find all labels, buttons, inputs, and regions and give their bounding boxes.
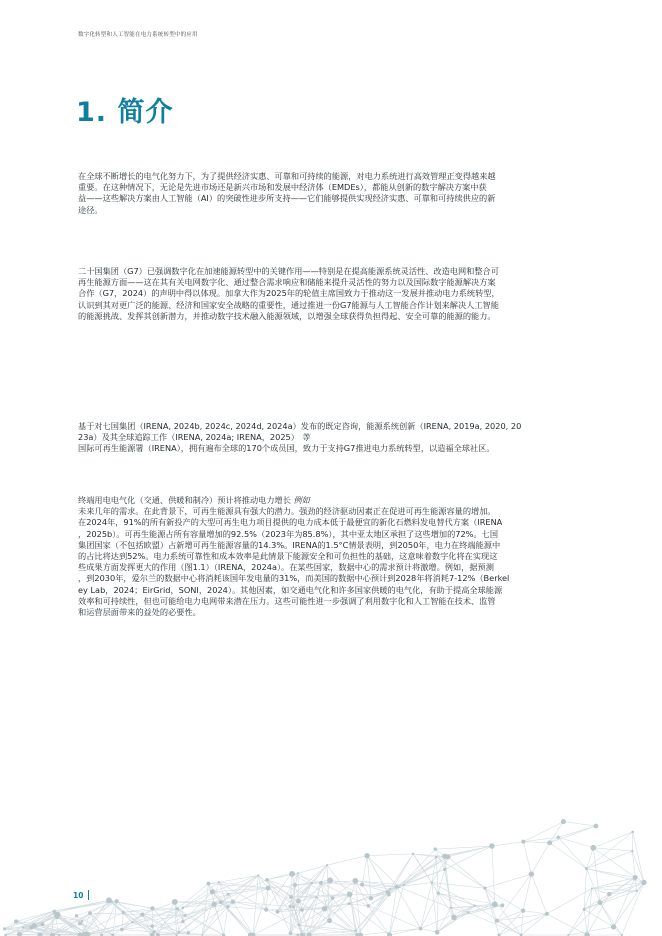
network-node	[289, 905, 292, 908]
network-node	[545, 912, 549, 916]
network-node	[181, 906, 184, 909]
network-node	[419, 927, 423, 931]
network-node	[594, 824, 599, 829]
network-node	[227, 893, 230, 896]
network-node	[367, 904, 371, 908]
network-node	[150, 924, 154, 928]
network-node	[131, 921, 133, 923]
network-link	[600, 903, 622, 935]
network-link	[420, 883, 431, 929]
network-node	[483, 887, 486, 890]
network-link	[550, 826, 596, 843]
network-link	[523, 842, 531, 874]
network-link	[523, 911, 547, 914]
network-node	[265, 878, 268, 881]
network-link	[558, 837, 586, 868]
paragraph-electrification	[78, 495, 588, 618]
network-node	[298, 924, 301, 927]
network-link	[253, 910, 302, 935]
network-node	[266, 886, 271, 891]
network-link	[586, 869, 635, 878]
network-node	[226, 905, 229, 908]
network-link	[397, 887, 421, 929]
network-link	[445, 846, 492, 869]
network-node	[500, 903, 504, 907]
network-node	[611, 924, 616, 929]
network-node	[14, 919, 18, 923]
running-header: 数字化转型和人工智能在电力系统转型中的应用	[78, 32, 198, 38]
paragraph-intro: 在全球不断增长的电气化努力下，为了提供经济实惠、可靠和可持续的能源，对电力系统进行高效管理正变得越来越 重要。在这种情况下，无论是先进市场还是新兴市场和发展中经济体（EMDEs），都能从创新的数字解决方案中获 益——这些解决方案由人工智能（AI）的突破性进步所支持——它们能够提供实现经济实惠、可靠和可持续供应的新 途径。	[78, 171, 496, 215]
network-lines	[5, 822, 644, 935]
network-node	[354, 929, 356, 931]
network-node	[585, 867, 588, 870]
network-node	[435, 930, 440, 935]
network-node	[467, 911, 470, 914]
network-node	[319, 881, 323, 885]
network-node	[492, 901, 498, 907]
network-link	[600, 903, 614, 927]
network-node	[473, 904, 475, 906]
network-node	[633, 875, 638, 880]
network-link	[563, 822, 596, 826]
network-link	[568, 909, 584, 935]
network-node	[176, 907, 179, 910]
network-node	[557, 836, 560, 839]
network-node	[297, 872, 299, 874]
network-node	[153, 930, 156, 933]
network-node	[218, 881, 220, 883]
network-node	[289, 931, 293, 935]
paragraph-irena-italic: 等	[298, 432, 310, 443]
network-link	[420, 893, 438, 928]
network-link	[547, 914, 587, 935]
network-link	[355, 881, 360, 935]
network-node	[78, 922, 82, 926]
page-number-divider	[88, 890, 89, 900]
network-node	[122, 911, 125, 914]
network-node	[276, 910, 280, 914]
network-node	[150, 906, 154, 910]
network-node	[431, 881, 433, 883]
network-link	[152, 908, 177, 909]
network-node	[435, 856, 438, 859]
network-link	[531, 843, 549, 874]
paragraph-irena-tail: 国际可再生能源署（IRENA），拥有遍布全球的170个成员国，致力于支持G7推进电力系统转型，以造福全球社区。	[78, 443, 495, 454]
network-node	[40, 922, 44, 926]
network-link	[593, 832, 632, 848]
network-node	[387, 893, 390, 896]
paragraph-electrification-italic: 例如	[293, 495, 310, 505]
network-node	[207, 882, 211, 886]
network-node	[181, 920, 184, 923]
network-link	[592, 877, 635, 888]
network-link	[327, 856, 367, 865]
network-node	[450, 907, 452, 909]
network-node	[327, 918, 332, 923]
network-node	[584, 932, 590, 936]
network-link	[586, 848, 593, 869]
network-node	[292, 905, 295, 908]
network-node	[347, 892, 353, 898]
network-node	[120, 928, 124, 932]
network-link	[389, 929, 420, 935]
network-node	[140, 912, 144, 916]
network-node	[348, 902, 351, 905]
network-link	[468, 912, 521, 935]
network-link	[531, 874, 547, 914]
network-node	[257, 874, 259, 876]
network-node	[289, 895, 293, 899]
network-link	[523, 842, 549, 843]
paragraph-electrification-tail: 未来几年的需求。在此背景下，可再生能源具有强大的潜力。强劲的经济驱动因素正在促进可再生能源容量的增加。 在2024年，91%的所有新投产的大型可再生电力项目提供的电力成本低于最便宜的新化石燃料发电替代方案（IRENA ，2025b）。可再生能源占所有容量增加的92.5%（2023年为85.8%），其中亚太地区承担了这些增加的72%。七国 集团国家（不包括欧盟）占新增可再生能源容量的14.3%。IRENA的1.5°C情景表明，到2050年，电力在终端能源中 的占比将达到52%。电力系统可靠性和成本效率是此情景下能源安全和可负担性的基础，这意味着数字化将在实现这 些成果方面发挥更大的作用（图1.1）（IRENA，2024a）。在某些国家，数据中心的需求预计将激增。例如，据预测 ，到2030年，爱尔兰的数据中心将消耗该国年发电量的31%，而美国的数据中心预计到2028年将消耗7-12%（Berkel ey Lab，2024；EirGrid，SONI，2024）。其他因素，如交通电气化和许多国家供暖的电气化，有助于提高全球能源 效率和可持续性，但也可能给电力电网带来潜在压力。这些可能性进一步强调了利用数字化和人工智能在技术、监管 和运营层面带来的益处的必要性。	[78, 506, 510, 618]
network-node	[300, 908, 304, 912]
network-node	[75, 914, 78, 917]
network-node	[81, 920, 83, 922]
network-node	[315, 896, 317, 898]
network-link	[492, 846, 495, 904]
network-node	[210, 889, 215, 894]
network-node	[389, 888, 391, 890]
network-node	[106, 897, 112, 903]
network-node	[521, 909, 525, 913]
network-node	[22, 926, 24, 928]
network-node	[88, 911, 92, 915]
network-node	[264, 908, 268, 912]
network-link	[499, 911, 523, 935]
network-node	[212, 902, 217, 907]
network-node	[3, 927, 6, 930]
network-link	[521, 911, 523, 935]
network-node	[364, 853, 369, 858]
section-title: 1. 简介	[76, 97, 174, 128]
network-link	[266, 910, 309, 935]
network-node	[293, 883, 297, 887]
network-node	[353, 878, 359, 884]
network-link	[397, 857, 448, 887]
network-node	[561, 819, 566, 824]
network-node	[590, 845, 596, 851]
network-link	[448, 857, 485, 888]
network-link	[586, 851, 632, 869]
network-node	[327, 877, 333, 883]
network-node	[631, 831, 634, 834]
network-node	[172, 899, 178, 905]
network-link	[389, 887, 396, 935]
network-link	[550, 843, 587, 869]
network-node	[310, 882, 312, 884]
page-number: 10	[73, 891, 84, 900]
network-node	[529, 871, 534, 876]
network-node	[443, 868, 446, 871]
network-node	[598, 900, 603, 905]
network-node	[635, 890, 637, 892]
network-link	[437, 908, 451, 932]
network-node	[395, 885, 399, 889]
network-node	[322, 906, 328, 912]
network-node	[360, 882, 364, 886]
paragraph-electrification-main: 终端用电电气化（交通、供暖和制冷）预计将推动电力增长	[78, 495, 294, 505]
network-node	[403, 884, 405, 886]
network-node	[231, 900, 235, 904]
network-node	[641, 880, 646, 885]
network-node	[607, 892, 611, 896]
network-node	[115, 899, 119, 903]
network-link	[142, 915, 185, 916]
network-link	[219, 882, 229, 894]
network-link	[367, 854, 413, 856]
network-node	[446, 854, 451, 859]
network-node	[495, 919, 499, 923]
network-node	[184, 914, 187, 917]
network-node	[17, 932, 22, 936]
network-link	[420, 929, 437, 933]
network-node	[583, 908, 586, 911]
network-node	[331, 896, 335, 900]
network-node	[451, 915, 457, 921]
network-link	[485, 874, 531, 888]
network-node	[547, 840, 552, 845]
network-link	[228, 907, 266, 910]
network-link	[437, 893, 438, 932]
network-node	[412, 853, 414, 855]
network-node	[631, 850, 633, 852]
network-link	[558, 826, 596, 837]
paragraph-g7: 二十国集团（G7）已强调数字化在加速能源转型中的关键作用——特别是在提高能源系统灵活性、改造电网和整合可 再生能源方面——这在其有关电网数字化、通过整合需求响应和储能来提升灵活性的努力以及国际数字能源解决方案 合作（G7，2024）的声明中得以体现。加拿大作为2025年的轮值主席国致力于推动这一发展并推动电力系统转型， 认识到其对更广泛的能源、经济和国家安全战略的重要性，通过推进一份G7能源与人工智能合作计划来解决人工智能 的能源挑战、发挥其创新潜力，并推动数字技术融入能源领域，以增强全球获得负担得起、安全可靠的能源的能力。	[78, 266, 500, 321]
network-node	[32, 923, 37, 928]
network-link	[445, 856, 451, 908]
network-link	[593, 848, 632, 851]
paragraph-irena-main: 基于对七国集团（IRENA, 2024b, 2024c, 2024d, 2024a）发布的既定咨询，能源系统创新（IRENA, 2019a, 2020, 20 23a）及其全球追踪工作（IRENA, 2024a; IRENA，2025）	[78, 421, 522, 443]
network-graphic	[0, 780, 662, 936]
network-node	[434, 847, 437, 850]
network-node	[326, 864, 328, 866]
network-link	[122, 912, 124, 929]
network-link	[497, 921, 521, 935]
network-link	[558, 837, 593, 847]
network-link	[492, 842, 523, 846]
network-node	[591, 887, 593, 889]
network-node	[219, 900, 223, 904]
network-node	[489, 843, 495, 849]
network-link	[584, 909, 587, 935]
network-link	[448, 846, 492, 857]
network-node	[85, 932, 90, 936]
network-node	[296, 899, 301, 904]
network-node	[521, 840, 525, 844]
network-node	[178, 931, 181, 934]
network-node	[187, 931, 190, 934]
network-link	[219, 876, 258, 883]
network-node	[289, 871, 295, 877]
network-link	[362, 856, 367, 885]
paragraph-irena	[78, 421, 588, 455]
network-link	[437, 918, 454, 933]
network-node	[55, 912, 61, 918]
network-node	[437, 891, 440, 894]
network-link	[357, 895, 388, 935]
network-node	[369, 896, 373, 900]
